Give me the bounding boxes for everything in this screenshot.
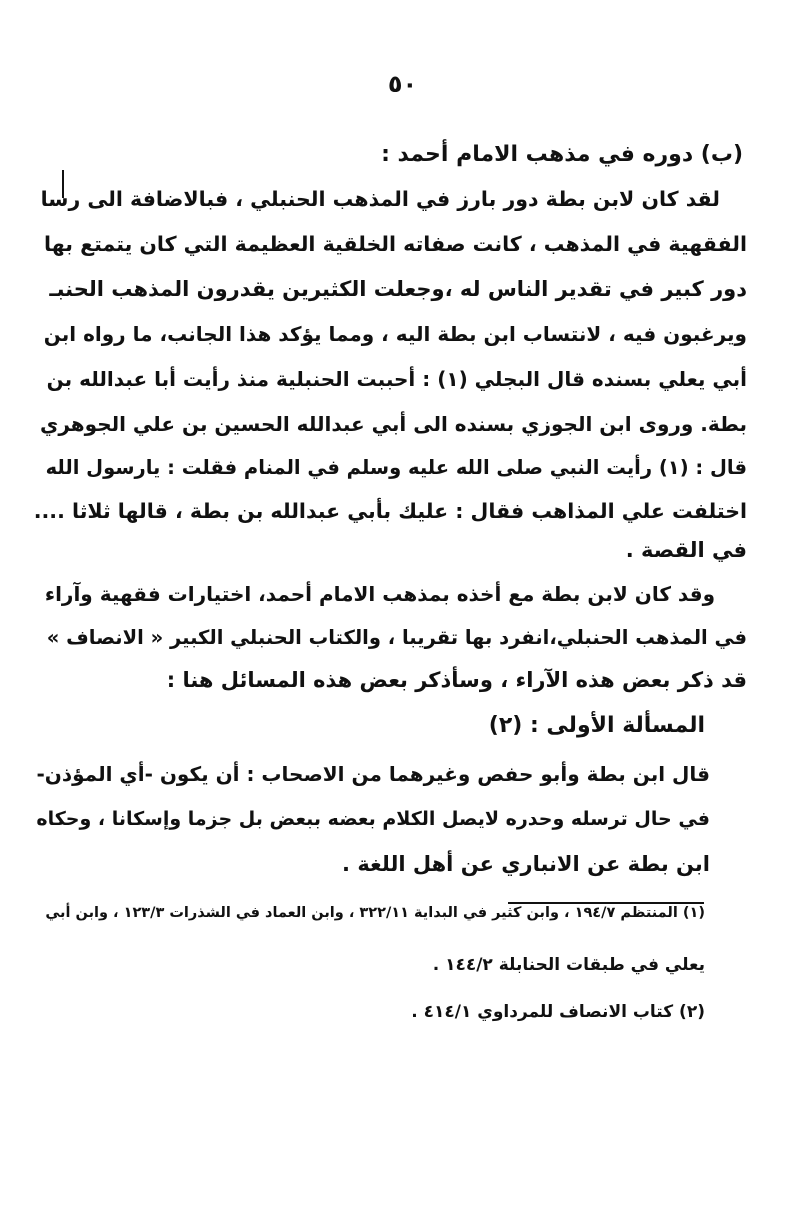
paragraph2-line-2: في المذهب الحنبلي،انفرد بها تقريبا ، والكتاب الحنبلي الكبير « الانصاف » [46, 626, 747, 649]
paragraph2-line-3: قد ذكر بعض هذه الآراء ، وسأذكر بعض هذه المسائل هنا : [166, 668, 747, 692]
footnote-separator [508, 902, 704, 904]
paragraph1-line-3: دور كبير في تقدير الناس له ،وجعلت الكثيرين يقدرون المذهب الحنبـ [49, 277, 747, 301]
page-number: ٥٠ [387, 70, 418, 98]
footnote-1-line-2: يعلي في طبقات الحنابلة ١٤٤/٢ . [432, 955, 705, 975]
section-heading: (ب) دوره في مذهب الامام أحمد : [381, 142, 743, 167]
footnote-1-line-1: (١) المنتظم ١٩٤/٧ ، وابن كثير في البداية ٣٢٢/١١ ، وابن العماد في الشذرات ١٢٣/٣ ، وابن أبي [45, 905, 705, 921]
paragraph3-line-2: في حال ترسله وحدره لايصل الكلام بعضه ببعض بل جزما وإسكانا ، وحكاه [36, 808, 710, 830]
paragraph1-line-8: اختلفت علي المذاهب فقال : عليك بأبي عبدالله بن بطة ، قالها ثلاثا .... [33, 499, 747, 523]
paragraph1-line-6: بطة. وروى ابن الجوزي بسنده الى أبي عبدالله الحسين بن علي الجوهري [40, 412, 747, 436]
footnote-2: (٢) كتاب الانصاف للمرداوي ٤١٤/١ . [411, 1002, 705, 1022]
paragraph1-line-1: لقد كان لابن بطة دور بارز في المذهب الحنبلي ، فبالاضافة الى رسا [40, 187, 720, 211]
paragraph1-line-7: قال : (١) رأيت النبي صلى الله عليه وسلم في المنام فقلت : يارسول الله [45, 456, 747, 479]
paragraph1-line-2: الفقهية في المذهب ، كانت صفاته الخلقية العظيمة التي كان يتمتع بها [44, 232, 747, 256]
issue-heading: المسألة الأولى : (٢) [488, 713, 705, 738]
paragraph1-line-9: في القصة . [625, 538, 747, 562]
paragraph2-line-1: وقد كان لابن بطة مع أخذه بمذهب الامام أحمد، اختيارات فقهية وآراء [44, 582, 715, 606]
paragraph3-line-1: قال ابن بطة وأبو حفص وغيرهما من الاصحاب : أن يكون -أي المؤذن- [36, 762, 710, 786]
paragraph1-line-4: ويرغبون فيه ، لانتساب ابن بطة اليه ، ومما يؤكد هذا الجانب، ما رواه ابن [43, 322, 747, 346]
paragraph1-line-5: أبي يعلي بسنده قال البجلي (١) : أحببت الحنبلية منذ رأيت أبا عبدالله بن [46, 367, 747, 391]
paragraph3-line-3: ابن بطة عن الانباري عن أهل اللغة . [342, 852, 710, 876]
